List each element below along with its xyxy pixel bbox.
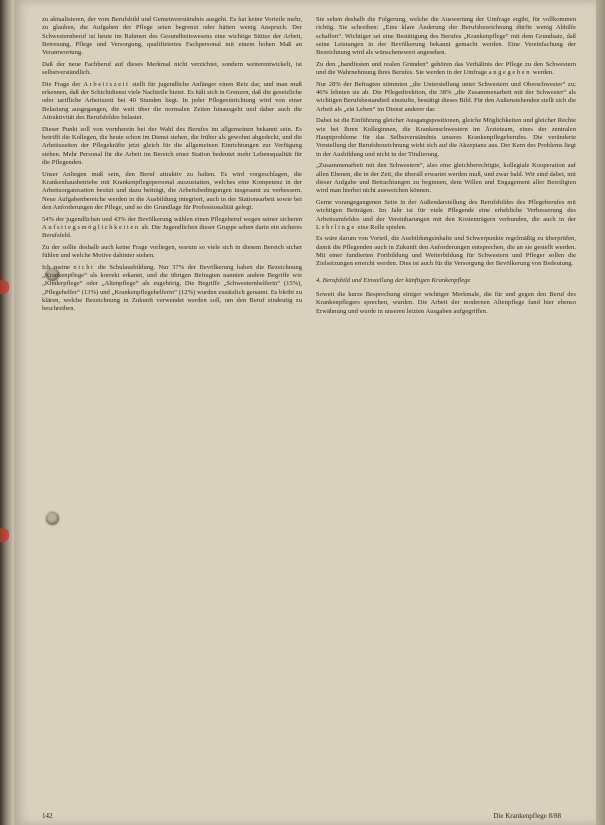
paragraph: Nur 28% der Befragten stimmten „die Unterstellung unter Schwestern und Oberschwester“ zu; 46% lehnten sie ab. Die Pflegedirektion, die 38% „die Zusammenarbeit mit der Schwester“ als wichtigen Berufsbestandteil einstufte, bestätigt dieses Bild. Für den Außenstehenden stellt sich die Arbeit als „ein Leben“ im Dienst anderer dar. xyxy=(316,80,577,113)
page-number: 142 xyxy=(42,812,53,820)
paragraph-lead: Die Frage der xyxy=(42,80,81,88)
punch-hole-icon xyxy=(46,512,59,525)
paragraph xyxy=(42,81,302,123)
paragraph: Sie sehen deshalb die Folgerung, welche die Auswertung der Umfrage ergibt, für vollkommen richtig. Sie schreiben: „Eine klare Änderung der Berufsbezeichnung dürfte wenig Abhilfe schaffen“. Wichtiger sei eine Bestätigung des Berufes „Krankenpflege“ mit dem Grundsatz, daß seine Leistungen in der Bevölkerung bekannt gemacht werden. Eine Vereinfachung der Bezeichnung wird als wünschenswert angesehen. xyxy=(316,16,576,57)
paragraph: Daß der neue Fachberuf auf dieses Merkmal nicht verzichtet, sondern weiterentwickelt, ist selbstverständlich. xyxy=(42,60,302,77)
paragraph: Soweit die kurze Besprechung einiger wichtiger Merkmale, die für und gegen den Beruf des Krankenpflegers sprechen, wurden. Die Arbeit der modernen Altenpflege fand hier ebenso Erwähnung und wurde in unseren letzten Ausgaben aufgegriffen. xyxy=(316,291,576,315)
paragraph-lead: Zu den „handfesten und realen Gründen“ gehören das Verhältnis der Pflege zu den Schwestern und die Wahrnehmung ihres Berufes. Sie werden in der Umfrage xyxy=(316,60,576,77)
emphasized-term: angegeben xyxy=(488,69,532,77)
paragraph-rest: werden. xyxy=(532,69,554,77)
paragraph: zu aktualisieren, der vom Berufsbild und Gemeinverständnis ausgeht. Es hat keine Vorteile mehr, zu glauben, die Aufgaben der Pflege seien begrenzt oder hätten wenig Anspruch. Der Schwesternberuf ist heute im Rahmen des Gesundheitswesens eine wichtige Stütze der Arbeit, Betreuung, Pflege und Versorgung, qualifiziertes Fachpersonal mit einem hohen Maß an Verantwortung. xyxy=(42,16,302,57)
paragraph: Zu der sollte deshalb auch keine Frage vorliegen, warum so viele sich in diesem Bereich sicher fühlen und welche Motive dahinter stehen. xyxy=(42,243,302,260)
journal-reference: Die Krankenpflege 8/88 xyxy=(493,812,561,820)
paragraph-rest: die Schulausbildung. Nur 37% der Bevölkerung haben die Bezeichnung „Krankenpflege“ als korrekt erkannt, und die übrigen Befragten nannten andere Begriffe wie „Kinderpflege“ oder „Altenpflege“ als zugehörig. Die Begriffe „Schwesternhelferin“ (15%), „Pflegehelfer“ (13%) und „Krankenpflegehelferin“ (12%) wurden zusätzlich genannt. Es bleibt zu klären, welche Bezeichnung in Zukunft verwendet werden soll, um den Beruf eindeutig zu beschreiben. xyxy=(42,263,302,313)
paragraph-lead: 54% der jugendlichen und 43% der Bevölkerung wählen einen Pflegeberuf wegen seiner sicheren xyxy=(42,215,302,223)
paragraph: Dieser Punkt soll von vornherein bei der Wahl des Berufes im allgemeinen bekannt sein. Es betrifft die Kollegen, die heute schon im Dienst stehen, die früher als gewohnt abgedeckt, und die Arbeitszeiten der Pflegekräfte jetzt gleich für die allgemeinen Einrichtungen zur Verfügung stehen. Mehr Personal für die Arbeit im Bereich einer Station bedeutet mehr Lebensqualität für die Pflegenden. xyxy=(42,125,302,167)
paragraph: Dabei ist die Einführung gleicher Ausgangspositionen, gleiche Möglichkeiten und gleicher Rechte wie bei Ihren Kolleginnen, die Krankenschwestern im Ärzteteam, eines der zentralen Hauptprobleme für das Selbstverständnis unseres Krankenpflegeberufes. Die veränderte Vorstellung der Berufsbezeichnung wirkt sich auf die Akzeptanz aus. Der Kern des Problems liegt in der Ausbildung und nicht in der Titulierung. xyxy=(316,117,576,158)
paragraph: Unser Anliegen muß sein, den Beruf attraktiv zu halten. Es wird vorgeschlagen, die Krankenhausbetriebe mit Krankenpflegepersonal auszustatten, welches eine Kompetenz in der Arbeitsorganisation besitzt und dazu beiträgt, die Arbeitsbedingungen insgesamt zu verbessern. Neue Aufgabenbereiche werden in die Ausbildung integriert, auch in der Stationsarbeit sowie bei den Anforderungen der Pflege, und so die Grundlage für Professionalität gelegt. xyxy=(42,170,302,211)
emphasized-term: Arbeitszeit xyxy=(83,80,130,88)
emphasized-term: Lehrlinge xyxy=(316,223,356,231)
paragraph-rest: eine Rolle spielen. xyxy=(357,223,407,231)
paragraph-rest: ab. Die Jugendlichen dieser Gruppe sehen darin ein sicheres Berufsfeld. xyxy=(42,223,302,240)
paragraph-lead: Ich meine xyxy=(42,263,70,271)
paragraph: Es wäre darum von Vorteil, die Ausbildungsinhalte und Schwerpunkte regelmäßig zu überprüfen, damit die Pflegenden auch in Zukunft den Anforderungen entsprechen, die an sie gestellt werden. Mit einer fundierten Fortbildung und Weiterbildung für Schwestern und Pfleger sollen die Zielsetzungen erreicht werden. Dies ist auch für die Versorgung der Bevölkerung von Bedeutung. xyxy=(316,235,576,268)
paragraph xyxy=(42,216,302,241)
paragraph-lead: Gerne vorangegangenen Seite in der Außendarstellung des Berufsbildes des Pflegeberufes mit wichtigen Beiträgen. Im Jahr ist für viele Pflegende eine erhebliche Verbesserung des Arbeitsumfeldes und der Vereinbarungen mit den Kostenträgern verbunden, die auch in der xyxy=(316,198,576,223)
right-text-column xyxy=(316,16,576,319)
paragraph: „Zusammenarbeit mit den Schwestern“, also eine gleichberechtigte, kollegiale Kooperation auf allen Ebenen, die in der Zeit, die überall erwartet werden muß, und zwar bald. Wir sind dabei, mit dieser Aufgabe und Betrachtungen zu beginnen, dem Willen und Engagement aller Beteiligten wird man hierbei nicht ausweichen können. xyxy=(316,162,576,195)
section-heading: 4. Berufsbild und Einstellung der künftigen Krankenpflege xyxy=(316,276,471,284)
left-text-column xyxy=(42,16,302,317)
paragraph xyxy=(316,199,576,232)
paragraph-rest: stellt für jugendliche Anfänger einen Reiz dar, und man muß erkennen, daß der Schichtdienst viele Nachteile bietet. Es hält sich in Grenzen, daß die gesetzliche oder tarifliche Arbeitszeit bei 40 Stunden liegt. In jeder Pflegeeinrichtung wird von einer Belastung ausgegangen, die weit über die normalen Zeiten hinausgeht und daher auch die Attraktivität des Berufsfeldes belastet. xyxy=(42,80,302,122)
paragraph xyxy=(42,264,302,314)
paragraph xyxy=(316,61,576,78)
emphasized-term: Aufstiegsmöglichkeiten xyxy=(42,223,140,231)
emphasized-term: nicht xyxy=(73,263,95,271)
